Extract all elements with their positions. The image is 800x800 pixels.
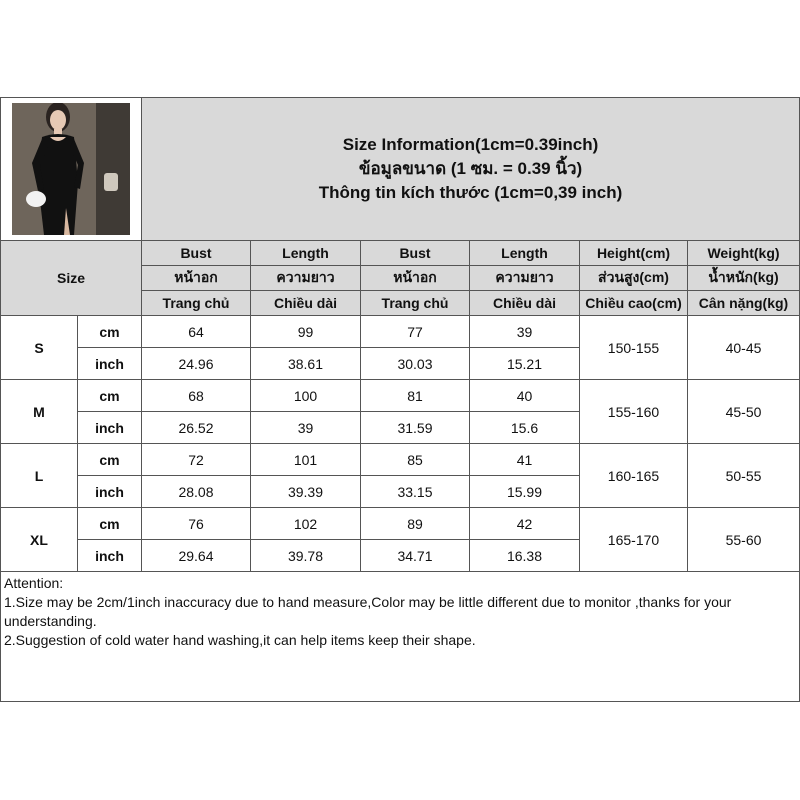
- attention-note-2: 2.Suggestion of cold water hand washing,it can help items keep their shape.: [4, 632, 476, 648]
- table-cell: 85: [361, 444, 470, 476]
- height-range: 155-160: [580, 380, 688, 444]
- attention-title: Attention:: [4, 575, 64, 591]
- size-name: L: [1, 444, 78, 508]
- height-range: 165-170: [580, 508, 688, 572]
- table-row: [1, 380, 800, 412]
- unit-label: cm: [78, 444, 142, 476]
- table-cell: 89: [361, 508, 470, 540]
- weight-range: 50-55: [688, 444, 800, 508]
- table-cell: 39: [251, 412, 361, 444]
- table-cell: 39.78: [251, 540, 361, 572]
- header-weight-en: Weight(kg): [688, 241, 800, 266]
- size-name: S: [1, 316, 78, 380]
- table-cell: 81: [361, 380, 470, 412]
- table-cell: 64: [142, 316, 251, 348]
- attention-note-1: 1.Size may be 2cm/1inch inaccuracy due to hand measure,Color may be little different due to monitor ,thanks for your understanding.: [4, 594, 732, 629]
- weight-range: 40-45: [688, 316, 800, 380]
- table-cell: 99: [251, 316, 361, 348]
- header-length-th-2: ความยาว: [470, 266, 580, 291]
- unit-label: inch: [78, 412, 142, 444]
- table-cell: 34.71: [361, 540, 470, 572]
- table-cell: 24.96: [142, 348, 251, 380]
- table-cell: 41: [470, 444, 580, 476]
- header-bust-en: Bust: [142, 241, 251, 266]
- height-range: 150-155: [580, 316, 688, 380]
- table-cell: 31.59: [361, 412, 470, 444]
- unit-label: inch: [78, 348, 142, 380]
- header-bust-vi-2: Trang chủ: [361, 291, 470, 316]
- table-cell: 33.15: [361, 476, 470, 508]
- attention-notes: [1, 572, 800, 702]
- table-cell: 28.08: [142, 476, 251, 508]
- size-chart: [0, 97, 799, 702]
- header-bust-th-2: หน้าอก: [361, 266, 470, 291]
- height-range: 160-165: [580, 444, 688, 508]
- table-cell: 15.21: [470, 348, 580, 380]
- table-row: [1, 508, 800, 540]
- table-cell: 102: [251, 508, 361, 540]
- size-name: M: [1, 380, 78, 444]
- table-cell: 15.99: [470, 476, 580, 508]
- woman-dress-icon: [12, 103, 130, 235]
- table-cell: 29.64: [142, 540, 251, 572]
- photo-cell: [1, 98, 142, 241]
- unit-label: cm: [78, 380, 142, 412]
- info-title-vi: Thông tin kích thước (1cm=0,39 inch): [318, 183, 623, 202]
- size-table: [0, 97, 800, 702]
- size-information-header: [142, 98, 800, 241]
- unit-label: cm: [78, 316, 142, 348]
- header-length-th: ความยาว: [251, 266, 361, 291]
- table-cell: 72: [142, 444, 251, 476]
- table-cell: 26.52: [142, 412, 251, 444]
- header-height-en: Height(cm): [580, 241, 688, 266]
- table-cell: 39: [470, 316, 580, 348]
- table-row: [1, 444, 800, 476]
- header-bust-th: หน้าอก: [142, 266, 251, 291]
- header-length-vi: Chiều dài: [251, 291, 361, 316]
- table-cell: 100: [251, 380, 361, 412]
- header-bust-vi: Trang chủ: [142, 291, 251, 316]
- header-length-en-2: Length: [470, 241, 580, 266]
- size-column-header: Size: [1, 241, 142, 316]
- table-cell: 76: [142, 508, 251, 540]
- table-cell: 68: [142, 380, 251, 412]
- table-cell: 40: [470, 380, 580, 412]
- header-weight-th: น้ำหนัก(kg): [688, 266, 800, 291]
- table-cell: 15.6: [470, 412, 580, 444]
- table-cell: 39.39: [251, 476, 361, 508]
- header-length-vi-2: Chiều dài: [470, 291, 580, 316]
- header-weight-vi: Cân nặng(kg): [688, 291, 800, 316]
- weight-range: 55-60: [688, 508, 800, 572]
- header-length-en: Length: [251, 241, 361, 266]
- table-row: [1, 316, 800, 348]
- header-bust-en-2: Bust: [361, 241, 470, 266]
- unit-label: cm: [78, 508, 142, 540]
- table-cell: 16.38: [470, 540, 580, 572]
- weight-range: 45-50: [688, 380, 800, 444]
- table-cell: 38.61: [251, 348, 361, 380]
- table-cell: 77: [361, 316, 470, 348]
- table-cell: 101: [251, 444, 361, 476]
- header-height-th: ส่วนสูง(cm): [580, 266, 688, 291]
- info-title-en: Size Information(1cm=0.39inch): [342, 135, 599, 154]
- unit-label: inch: [78, 540, 142, 572]
- unit-label: inch: [78, 476, 142, 508]
- table-cell: 30.03: [361, 348, 470, 380]
- size-name: XL: [1, 508, 78, 572]
- product-photo: [12, 103, 130, 235]
- header-height-vi: Chiều cao(cm): [580, 291, 688, 316]
- table-cell: 42: [470, 508, 580, 540]
- info-title-th: ข้อมูลขนาด (1 ซม. = 0.39 นิ้ว): [358, 159, 583, 178]
